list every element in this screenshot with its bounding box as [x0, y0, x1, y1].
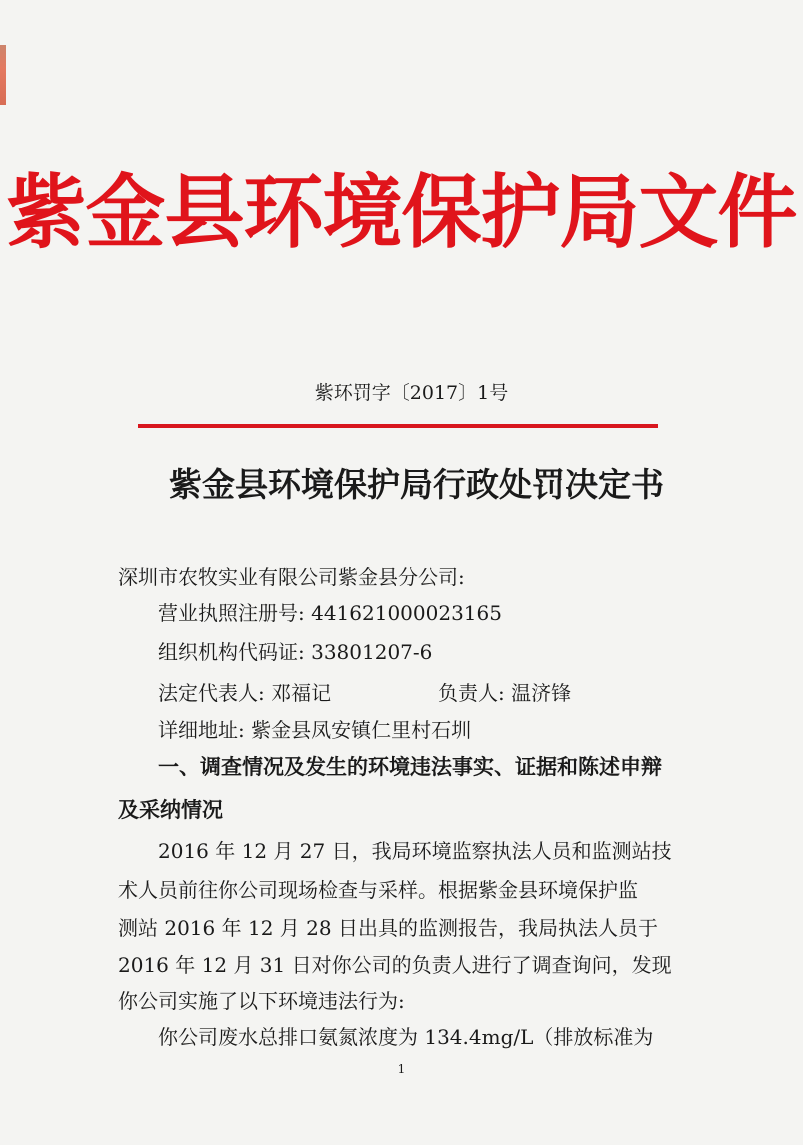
business-license-number: 营业执照注册号: 441621000023165: [158, 601, 502, 625]
detailed-address: 详细地址: 紫金县凤安镇仁里村石圳: [158, 718, 472, 742]
decision-title: 紫金县环境保护局行政处罚决定书: [169, 465, 664, 504]
page-number: 1: [397, 1062, 406, 1076]
person-in-charge: 负责人: 温济锋: [438, 681, 572, 705]
legal-representative: 法定代表人: 邓福记: [158, 681, 332, 705]
party-name: 深圳市农牧实业有限公司紫金县分公司:: [118, 565, 465, 589]
body-line-6: 你公司废水总排口氨氮浓度为 134.4mg/L（排放标准为: [158, 1025, 654, 1049]
document-number: 紫环罚字〔2017〕1号: [314, 382, 509, 404]
body-line-2: 术人员前往你公司现场检查与采样。根据紫金县环境保护监: [118, 878, 638, 902]
section-heading-line1: 一、调查情况及发生的环境违法事实、证据和陈述申辩: [158, 755, 662, 779]
body-line-4: 2016 年 12 月 31 日对你公司的负责人进行了调查询问，发现: [118, 953, 672, 977]
agency-header-title: 紫金县环境保护局文件: [6, 166, 797, 259]
section-heading-line2: 及采纳情况: [118, 798, 223, 822]
body-line-1: 2016 年 12 月 27 日，我局环境监察执法人员和监测站技: [158, 839, 672, 863]
body-line-3: 测站 2016 年 12 月 28 日出具的监测报告，我局执法人员于: [118, 916, 658, 940]
body-line-5: 你公司实施了以下环境违法行为:: [118, 989, 405, 1013]
scan-edge-mark: [0, 45, 6, 105]
red-divider-line: [138, 424, 658, 428]
organization-code: 组织机构代码证: 33801207-6: [158, 640, 433, 664]
